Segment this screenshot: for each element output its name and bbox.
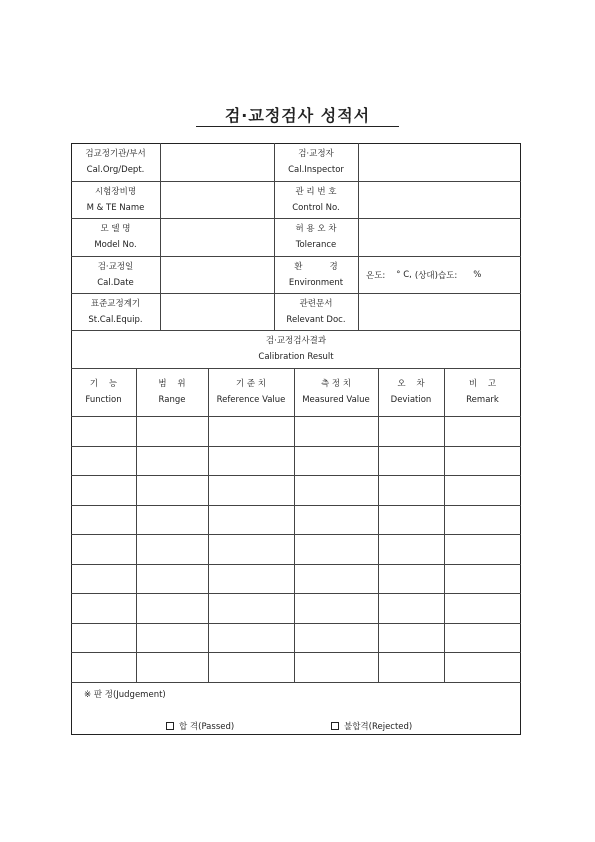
column-header-deviation: 오 차 Deviation [390, 379, 432, 405]
title-underline [196, 126, 399, 127]
row-divider [71, 416, 521, 417]
row-divider [71, 682, 521, 683]
column-divider [358, 143, 359, 330]
passed-option[interactable] [166, 720, 234, 732]
judgement-label: ※ 판 정(Judgement) [84, 690, 166, 700]
column-header-remark: 비 고 Remark [466, 379, 499, 405]
tolerance-label: 허 용 오 차 Tolerance [295, 224, 337, 250]
mte-name-label: 시험장비명 M & TE Name [86, 186, 145, 213]
column-header-measured-value: 측 정 치 Measured Value [302, 379, 370, 405]
column-header-reference-value: 기 준 치 Reference Value [216, 379, 286, 405]
relevant-doc-label: 관련문서 Relevant Doc. [286, 298, 346, 325]
control-no-label: 관 리 번 호 Control No. [292, 186, 340, 213]
cal-inspector-label: 검·교정자 Cal.Inspector [288, 149, 344, 175]
row-divider [71, 534, 521, 535]
row-divider [71, 564, 521, 565]
document-title: 검·교정검사 성적서 [224, 106, 371, 125]
column-header-range: 범 위 Range [158, 379, 186, 405]
temperature-unit: ° C, [396, 269, 412, 280]
humidity-label: (상대)습도: [414, 270, 458, 281]
cal-date-label: 검·교정일 Cal.Date [97, 261, 134, 288]
environment-label: 환 경 Environment [288, 261, 344, 288]
row-divider [71, 475, 521, 476]
model-no-label: 모 델 명 Model No. [94, 224, 137, 250]
rejected-option[interactable] [331, 720, 412, 732]
temperature-label: 온도: [366, 270, 386, 281]
environment-field [366, 256, 481, 293]
row-divider [71, 446, 521, 447]
passed-checkbox[interactable] [166, 722, 174, 730]
row-divider [71, 652, 521, 653]
row-divider [71, 623, 521, 624]
row-divider [71, 505, 521, 506]
row-divider [71, 593, 521, 594]
passed-label: 합 격(Passed) [179, 722, 235, 732]
cal-org-label: 검교정기관/부서 Cal.Org/Dept. [85, 149, 146, 175]
rejected-checkbox[interactable] [331, 722, 339, 730]
humidity-unit: % [473, 269, 482, 280]
column-divider [160, 143, 161, 330]
calibration-result-heading: 검·교정검사결과 Calibration Result [258, 336, 334, 362]
column-header-function: 기 능 Function [85, 379, 122, 405]
std-cal-equip-label: 표준교정계기 St.Cal.Equip. [88, 298, 143, 325]
rejected-label: 불합격(Rejected) [344, 722, 413, 732]
